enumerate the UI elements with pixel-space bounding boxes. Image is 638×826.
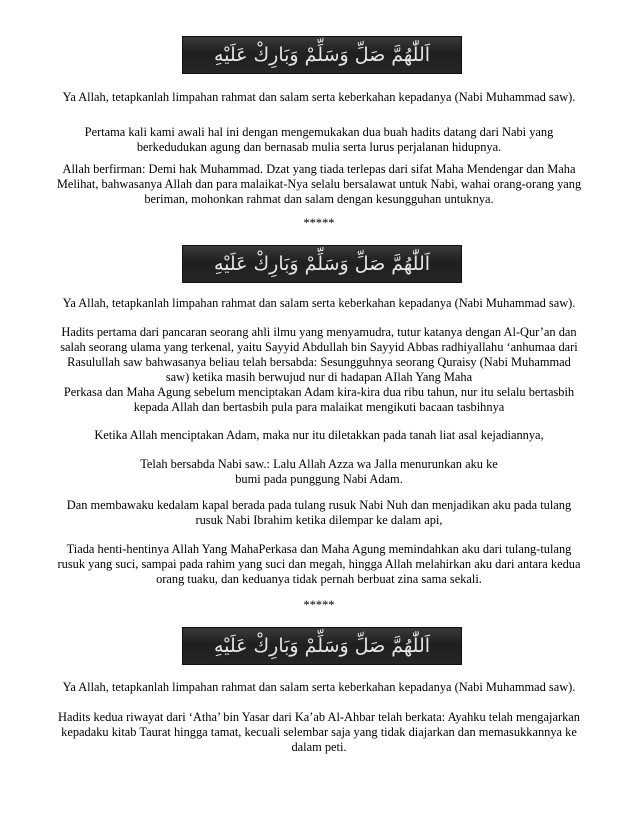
first-hadith-paragraph [36, 325, 602, 415]
nuh-ibrahim-paragraph [36, 498, 602, 528]
text-line: orang tuaku, dan keduanya tidak pernah berbuat zina sama sekali. [156, 572, 482, 586]
arabic-salawat-banner [182, 627, 462, 665]
text-line: Perkasa dan Maha Agung sebelum menciptakan Adam kira-kira dua ribu tahun, nur itu selalu bertasbih [63, 385, 575, 399]
text-line: Melihat, bahwasanya Allah dan para malaikat-Nya selalu bersalawat untuk Nabi, wahai orang-orang yang [56, 177, 582, 191]
lineage-paragraph [36, 542, 602, 587]
text-line: rusuk yang suci, sampai pada rahim yang suci dan megah, hingga Allah melahirkan aku dari antara kedua [57, 557, 581, 571]
arabic-salawat-text: اَللّٰهُمَّ صَلِّ وَسَلِّمْ وَبَارِكْ عَلَيْهِ [213, 252, 431, 275]
text-line: Rasulullah saw bahwasanya beliau telah bersabda: Sesungguhnya seorang Quraisy (Nabi Muhammad [67, 355, 571, 369]
prophet-saying-paragraph [36, 457, 602, 487]
text-line: salah seorang ulama yang terkenal, yaitu Sayyid Abdullah bin Sayyid Abbas radhiyallahu ‘anhumaa dari [60, 340, 578, 354]
arabic-salawat-text: اَللّٰهُمَّ صَلِّ وَسَلِّمْ وَبَارِكْ عَلَيْهِ [213, 43, 431, 66]
intro-paragraph [36, 125, 602, 155]
text-line: Telah bersabda Nabi saw.: Lalu Allah Azza wa Jalla menurunkan aku ke [140, 457, 498, 471]
arabic-salawat-banner [182, 245, 462, 283]
section-separator: ***** [303, 216, 335, 230]
text-line: Hadits kedua riwayat dari ‘Atha’ bin Yasar dari Ka’ab Al-Ahbar telah berkata: Ayahku telah mengajarkan [58, 710, 580, 724]
text-line: kepadaku kitab Taurat hingga tamat, kecuali selembar saja yang tidak diajarkan dan memasukkannya ke [61, 725, 577, 739]
arabic-salawat-text: اَللّٰهُمَّ صَلِّ وَسَلِّمْ وَبَارِكْ عَلَيْهِ [213, 634, 431, 657]
text-line: saw) ketika masih berwujud nur di hadapan AIlah Yang Maha [165, 370, 473, 384]
section-separator: ***** [303, 598, 335, 612]
prayer-line: Ya Allah, tetapkanlah limpahan rahmat dan salam serta keberkahan kepadanya (Nabi Muhammad saw). [62, 296, 576, 310]
arabic-salawat-banner [182, 36, 462, 74]
text-line: Pertama kali kami awali hal ini dengan mengemukakan dua buah hadits datang dari Nabi yang [84, 125, 554, 139]
second-hadith-paragraph [36, 710, 602, 755]
prayer-line: Ya Allah, tetapkanlah limpahan rahmat dan salam serta keberkahan kepadanya (Nabi Muhammad saw). [62, 680, 576, 694]
text-line: rusuk Nabi Ibrahim ketika dilempar ke dalam api, [195, 513, 443, 527]
text-line: dalam peti. [291, 740, 347, 754]
allah-saying-paragraph [36, 162, 602, 207]
text-line: Hadits pertama dari pancaran seorang ahli ilmu yang menyamudra, tutur katanya dengan Al-Qur’an dan [61, 325, 577, 339]
text-line: berkedudukan agung dan bernasab mulia serta lurus perjalanan hidupnya. [136, 140, 502, 154]
text-line: kepada Allah dan bertasbih pula para malaikat mengikuti bacaan tasbihnya [133, 400, 505, 414]
text-line: beriman, mohonkan rahmat dan salam dengan kesungguhan untuknya. [144, 192, 494, 206]
text-line: bumi pada punggung Nabi Adam. [235, 472, 403, 486]
adam-creation-paragraph: Ketika Allah menciptakan Adam, maka nur itu diletakkan pada tanah liat asal kejadiannya, [94, 428, 544, 442]
text-line: Tiada henti-hentinya Allah Yang MahaPerkasa dan Maha Agung memindahkan aku dari tulang-tulang [66, 542, 572, 556]
text-line: Allah berfirman: Demi hak Muhammad. Dzat yang tiada terlepas dari sifat Maha Mendengar dan Maha [62, 162, 576, 176]
prayer-line: Ya Allah, tetapkanlah limpahan rahmat dan salam serta keberkahan kepadanya (Nabi Muhammad saw). [62, 90, 576, 104]
text-line: Dan membawaku kedalam kapal berada pada tulang rusuk Nabi Nuh dan menjadikan aku pada tulang [66, 498, 572, 512]
